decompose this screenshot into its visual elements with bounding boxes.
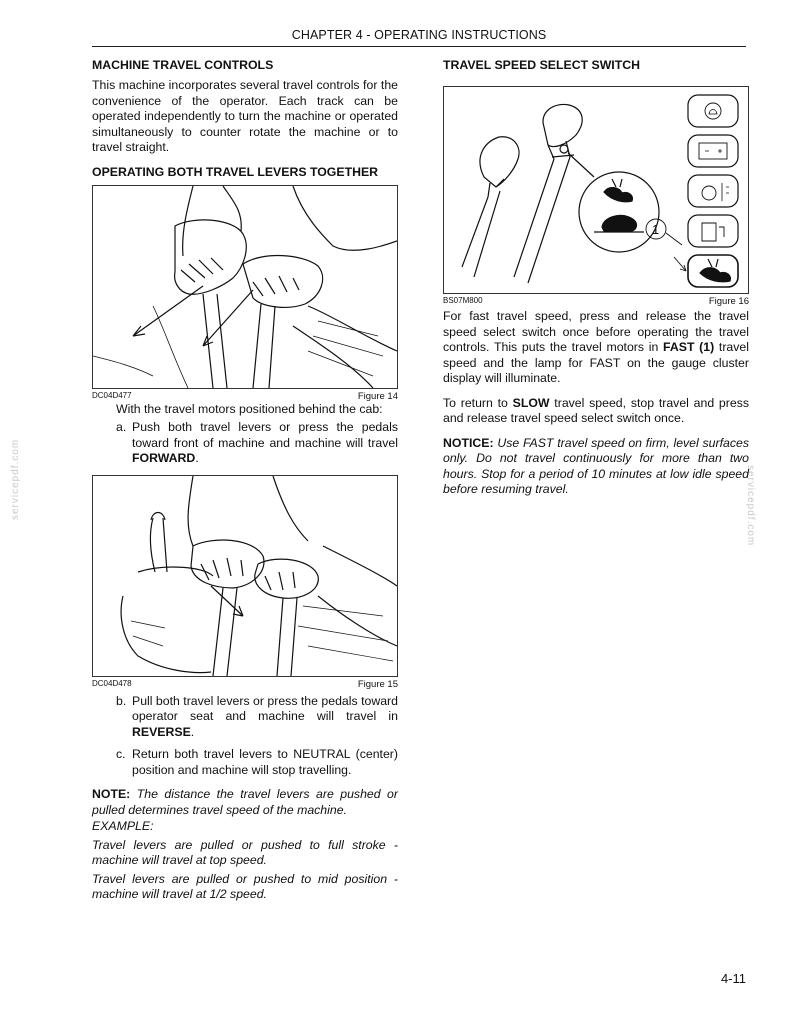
figure-14-code: DC04D477 — [92, 390, 132, 400]
figure-15-label: Figure 15 — [357, 678, 398, 690]
notice-text: Use FAST travel speed on firm, level surfaces only. Do not travel continuously for more than two hours. Stop for a period of 10 minutes at low idle speed before resuming travel. — [443, 435, 749, 496]
figure-14-label: Figure 14 — [357, 390, 398, 402]
example-label: EXAMPLE: — [92, 819, 154, 833]
right-column — [443, 58, 749, 498]
example-mid-position: Travel levers are pulled or pushed to mid position - machine will travel at 1/2 speed. — [92, 871, 398, 901]
watermark-left: servicepdf.com — [10, 438, 21, 520]
watermark-right: servicepdf.com — [745, 465, 756, 547]
item-b-text: Pull both travel levers or press the pedals toward operator seat and machine will travel in REVERSE. — [132, 693, 398, 739]
example-full-stroke: Travel levers are pulled or pushed to full stroke - machine will travel at top speed. — [92, 837, 398, 867]
heading-machine-travel-controls: MACHINE TRAVEL CONTROLS — [92, 58, 274, 72]
with-motors-text: With the travel motors positioned behind the cab: — [116, 401, 383, 416]
left-column — [92, 58, 398, 903]
item-a-text: Push both travel levers or press the pedals toward front of machine and machine will travel FORWARD. — [132, 420, 398, 465]
heading-operating-both-levers: OPERATING BOTH TRAVEL LEVERS TOGETHER — [92, 164, 379, 179]
figure-14-caption — [92, 391, 398, 402]
note-text: The distance the travel levers are pushed or pulled determines travel speed of the machine. — [92, 787, 398, 817]
note-label: NOTE: — [92, 787, 131, 801]
figure-15-illustration — [92, 475, 398, 677]
figure-16-callout: 1 — [652, 222, 660, 237]
item-b — [116, 694, 398, 741]
notice-paragraph — [443, 436, 749, 498]
page-number: 4-11 — [720, 971, 746, 986]
header-rule — [92, 46, 746, 47]
chapter-header: CHAPTER 4 - OPERATING INSTRUCTIONS — [291, 28, 547, 42]
heading-travel-speed-select: TRAVEL SPEED SELECT SWITCH — [443, 58, 640, 72]
figure-16-caption — [443, 296, 749, 307]
figure-16-illustration — [443, 86, 749, 294]
item-a-label: a. — [116, 420, 127, 434]
figure-15-caption — [92, 679, 398, 690]
slow-speed-paragraph: To return to SLOW travel speed, stop travel and press and release travel speed select switch once. — [443, 395, 749, 425]
item-c-text: Return both travel levers to NEUTRAL (center) position and machine will stop travelling. — [132, 747, 398, 777]
item-c-label: c. — [116, 747, 126, 761]
intro-paragraph: This machine incorporates several travel controls for the convenience of the operator. Each track can be operated independently to turn the machine or operated simultaneously to counter rotate the machine or to travel straight. — [92, 78, 398, 154]
fast-speed-paragraph: For fast travel speed, press and release the travel speed select switch once before operating the travel controls. This puts the travel motors in FAST (1) travel speed and the lamp for FAST on the gauge cluster display will illuminate. — [443, 309, 749, 385]
figure-14-illustration — [92, 185, 398, 389]
item-b-label: b. — [116, 693, 127, 708]
figure-16-label: Figure 16 — [708, 296, 749, 307]
note-paragraph — [92, 787, 398, 818]
item-c — [116, 747, 398, 778]
figure-16-code: BS07M800 — [443, 296, 483, 305]
item-a — [116, 420, 398, 467]
figure-15-code: DC04D478 — [92, 678, 132, 688]
notice-label: NOTICE: — [443, 435, 494, 450]
